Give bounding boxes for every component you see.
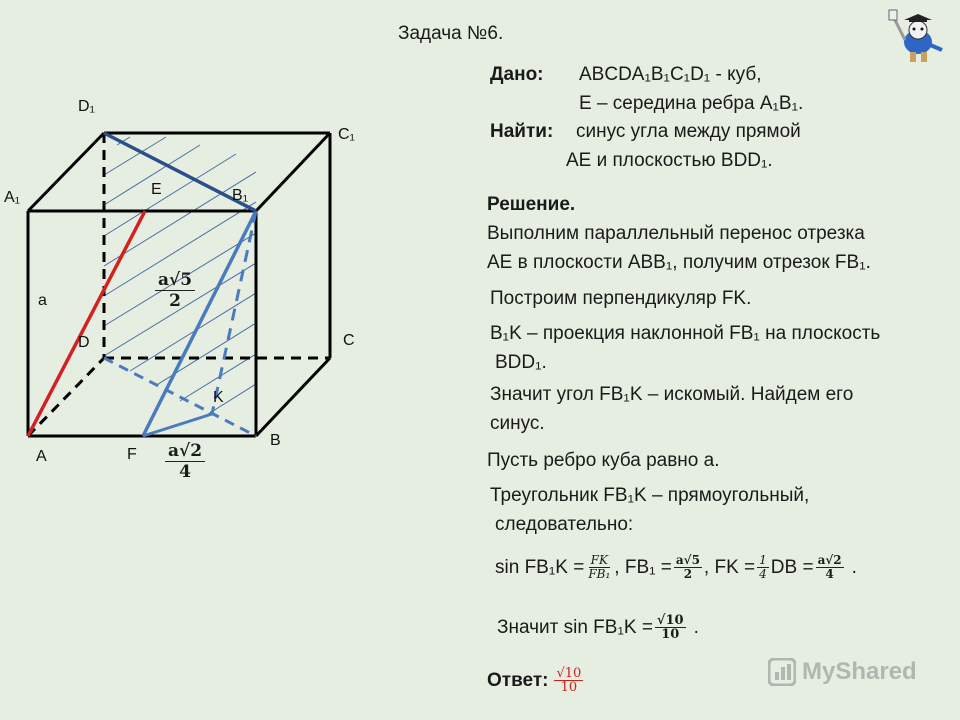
label-a: A [36, 448, 47, 465]
answer-fraction [554, 667, 583, 694]
formula-fk-prefix: , FK = [703, 556, 756, 578]
formula-f2-den: 2 [683, 566, 693, 581]
formula-f3-num: 1 [759, 552, 767, 567]
label-f: F [127, 446, 137, 463]
solution-p3-line1: B₁K – проекция наклонной FB₁ на плоскость [490, 323, 881, 344]
watermark [768, 658, 917, 686]
label-c: C [343, 332, 355, 349]
conclusion-num: √10 [656, 612, 684, 628]
solution-p2: Построим перпендикуляр FK. [490, 288, 752, 309]
segment-fb1 [143, 211, 256, 436]
answer-num: √10 [556, 665, 582, 681]
solution-p3-line2: BDD₁. [495, 352, 547, 373]
answer-label: Ответ: [487, 669, 549, 691]
formula-fb1-prefix: , FB₁ = [614, 556, 672, 578]
given-line-1: ABCDA₁B₁C₁D₁ - куб, [579, 64, 762, 85]
formula-f4-den: 4 [825, 566, 834, 581]
answer-den: 10 [560, 679, 578, 695]
label-c1: C₁ [338, 126, 355, 143]
solution-p5: Пусть ребро куба равно а. [487, 450, 720, 471]
formula-end: . [851, 556, 857, 578]
answer-line [487, 656, 585, 704]
figure-fraction-fb1-den: 2 [169, 291, 181, 311]
label-b: B [270, 432, 281, 449]
segment-b1k [212, 211, 256, 414]
conclusion-line [497, 605, 699, 649]
formula-f3-den: 4 [759, 566, 767, 581]
formula-fraction-quarter [757, 554, 769, 581]
formula-fraction-fb1 [674, 554, 702, 581]
formula-f4-num: a√2 [817, 552, 842, 567]
label-d1: D₁ [78, 98, 95, 115]
label-k: K [213, 389, 224, 406]
find-line-1: синус угла между прямой [576, 121, 801, 142]
formula-f2-num: a√5 [675, 552, 700, 567]
solution-p1-line2: AE в плоскости ABB₁, получим отрезок FB₁. [487, 252, 871, 273]
conclusion-end: . [693, 616, 699, 638]
watermark-text: MyShared [802, 658, 917, 685]
figure-fraction-fb1 [155, 270, 195, 311]
solution-p4-line2: синус. [490, 413, 545, 434]
find-line-2: AE и плоскостью BDD₁. [566, 150, 773, 171]
solution-p1-line1: Выполним параллельный перенос отрезка [487, 223, 865, 244]
conclusion-fraction [655, 614, 686, 641]
label-b1: B₁ [232, 187, 249, 204]
formula-f1-den: FB₁ [588, 566, 611, 581]
segment-ae [28, 211, 145, 436]
find-label: Найти: [490, 121, 554, 142]
solution-p6-line2: следовательно: [495, 514, 634, 535]
formula-fraction-fk-fb1 [586, 554, 612, 581]
conclusion-prefix: Значит sin FB₁K = [497, 616, 653, 638]
label-a1: A₁ [4, 189, 21, 206]
label-d: D [78, 334, 90, 351]
watermark-logo-icon [768, 658, 796, 686]
figure-fraction-af-num: a√2 [165, 441, 205, 462]
given-line-2: E – середина ребра A₁B₁. [579, 93, 804, 114]
label-a-edge: a [38, 292, 47, 309]
solution-p4-line1: Значит угол FB₁K – искомый. Найдем его [490, 384, 854, 405]
label-e: E [151, 181, 162, 198]
solution-p6-line1: Треугольник FB₁K – прямоугольный, [490, 485, 810, 506]
formula-f1-num: FK [590, 552, 608, 567]
formula-fraction-fk-value [816, 554, 844, 581]
formula-db-text: DB = [770, 556, 814, 578]
formula-line [495, 545, 857, 589]
conclusion-den: 10 [661, 626, 680, 642]
figure-fraction-af [165, 441, 205, 482]
given-label: Дано: [490, 64, 544, 85]
problem-title: Задача №6. [398, 23, 504, 44]
formula-sin-prefix: sin FB₁K = [495, 556, 585, 578]
figure-fraction-af-den: 4 [179, 462, 191, 482]
solution-heading: Решение. [487, 194, 576, 215]
figure-fraction-fb1-num: a√5 [155, 270, 195, 291]
